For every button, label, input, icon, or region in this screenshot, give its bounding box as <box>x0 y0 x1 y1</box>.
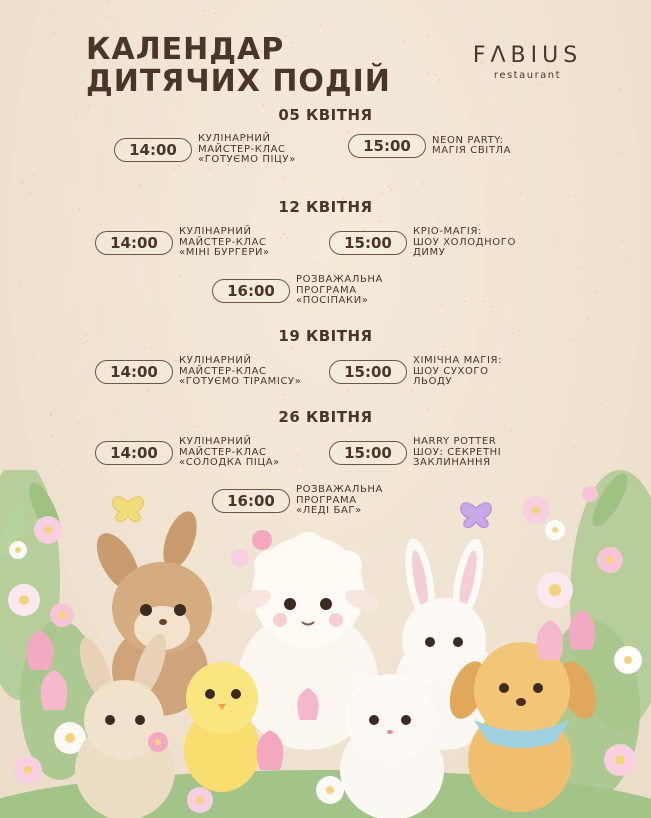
paper-speck <box>579 267 581 269</box>
date-heading: 26 КВІТНЯ <box>278 408 373 426</box>
event-item <box>114 134 296 166</box>
date-heading: 05 КВІТНЯ <box>278 106 373 124</box>
paper-speck <box>109 17 111 19</box>
paper-speck <box>297 454 299 456</box>
paper-speck <box>390 188 392 190</box>
paper-speck <box>271 258 273 260</box>
paper-speck <box>537 83 539 85</box>
paper-speck <box>411 389 413 391</box>
time-pill: 14:00 <box>95 360 173 384</box>
paper-speck <box>381 193 383 195</box>
paper-speck <box>574 195 576 197</box>
paper-speck <box>587 318 589 320</box>
paper-speck <box>22 182 24 184</box>
paper-speck <box>57 465 59 467</box>
animals-illustration <box>0 470 651 818</box>
paper-speck <box>574 445 576 447</box>
paper-speck <box>283 233 285 235</box>
event-description: КУЛІНАРНИЙ МАЙСТЕР-КЛАС «МІНІ БУРГЕРИ» <box>179 226 270 258</box>
paper-speck <box>551 13 553 15</box>
restaurant-logo <box>470 44 585 81</box>
paper-speck <box>55 76 57 78</box>
event-item <box>95 227 270 259</box>
paper-speck <box>426 35 428 37</box>
event-description: РОЗВАЖАЛЬНА ПРОГРАМА «ПОСІПАКИ» <box>296 274 383 306</box>
paper-speck <box>435 74 437 76</box>
paper-speck <box>287 237 289 239</box>
event-description: HARRY POTTER ШОУ: СЕКРЕТНІ ЗАКЛИНАННЯ <box>413 436 502 468</box>
paper-speck <box>621 241 623 243</box>
paper-speck <box>596 291 598 293</box>
time-pill: 15:00 <box>348 134 426 158</box>
paper-speck <box>19 282 21 284</box>
paper-speck <box>491 306 493 308</box>
event-item <box>329 437 501 469</box>
paper-speck <box>441 304 443 306</box>
time-pill: 15:00 <box>329 231 407 255</box>
paper-speck <box>179 275 181 277</box>
paper-speck <box>444 346 446 348</box>
paper-speck <box>148 390 150 392</box>
logo-brand: FΛBIUS <box>472 43 583 68</box>
paper-speck <box>435 131 437 133</box>
event-item <box>348 134 511 158</box>
paper-speck <box>347 131 349 133</box>
event-item <box>329 227 516 259</box>
paper-speck <box>209 168 211 170</box>
time-pill: 15:00 <box>329 360 407 384</box>
paper-speck <box>484 300 486 302</box>
paper-speck <box>33 173 35 175</box>
event-item <box>95 356 301 388</box>
paper-speck <box>426 72 428 74</box>
date-heading: 19 КВІТНЯ <box>278 327 373 345</box>
paper-speck <box>520 193 522 195</box>
flowers-left <box>0 470 100 784</box>
paper-speck <box>302 465 304 467</box>
paper-speck <box>284 177 286 179</box>
event-description: КУЛІНАРНИЙ МАЙСТЕР-КЛАС «ГОТУЄМО ТІРАМІСУ» <box>179 355 302 387</box>
paper-speck <box>284 394 286 396</box>
paper-speck <box>39 348 41 350</box>
butterfly-icon <box>461 503 492 528</box>
paper-speck <box>295 260 297 262</box>
event-description: КРІО-МАГІЯ: ШОУ ХОЛОДНОГО ДИМУ <box>413 226 516 258</box>
paper-speck <box>51 435 53 437</box>
event-description: КУЛІНАРНИЙ МАЙСТЕР-КЛАС «ГОТУЄМО ПІЦУ» <box>198 133 296 165</box>
time-pill: 16:00 <box>212 279 290 303</box>
paper-speck <box>600 404 602 406</box>
event-description: КУЛІНАРНИЙ МАЙСТЕР-КЛАС «СОЛОДКА ПІЦА» <box>179 436 280 468</box>
page-title <box>86 34 391 98</box>
paper-speck <box>106 0 108 2</box>
paper-speck <box>623 286 625 288</box>
event-description: ХІМІЧНА МАГІЯ: ШОУ СУХОГО ЛЬОДУ <box>413 355 503 387</box>
paper-speck <box>380 220 382 222</box>
butterfly-icon <box>113 497 144 522</box>
paper-speck <box>404 40 406 42</box>
paper-speck <box>204 10 206 12</box>
paper-speck <box>148 295 150 297</box>
paper-speck <box>53 32 55 34</box>
time-pill: 14:00 <box>114 138 192 162</box>
logo-subtitle: restaurant <box>493 70 562 81</box>
paper-speck <box>438 79 440 81</box>
paper-speck <box>309 194 311 196</box>
paper-speck <box>317 263 319 265</box>
event-item <box>212 275 383 307</box>
paper-speck <box>580 124 582 126</box>
paper-speck <box>15 72 17 74</box>
paper-speck <box>348 390 350 392</box>
paper-speck <box>30 193 32 195</box>
paper-speck <box>510 429 512 431</box>
paper-speck <box>556 455 558 457</box>
paper-speck <box>41 167 43 169</box>
paper-speck <box>608 455 610 457</box>
time-pill: 14:00 <box>95 441 173 465</box>
paper-speck <box>5 355 7 357</box>
paper-speck <box>119 309 121 311</box>
paper-speck <box>320 24 322 26</box>
paper-speck <box>197 426 199 428</box>
date-heading: 12 КВІТНЯ <box>278 198 373 216</box>
chick-character <box>184 662 260 792</box>
time-pill: 15:00 <box>329 441 407 465</box>
paper-speck <box>630 260 632 262</box>
paper-speck <box>388 185 390 187</box>
paper-speck <box>422 183 424 185</box>
paper-speck <box>150 347 152 349</box>
paper-speck <box>4 169 6 171</box>
time-pill: 14:00 <box>95 231 173 255</box>
event-item <box>95 437 280 469</box>
time-pill: 16:00 <box>212 489 290 513</box>
event-description: РОЗВАЖАЛЬНА ПРОГРАМА «ЛЕДІ БАГ» <box>296 484 383 516</box>
paper-speck <box>81 372 83 374</box>
paper-speck <box>359 11 361 13</box>
paper-speck <box>139 184 141 186</box>
paper-speck <box>173 168 175 170</box>
paper-speck <box>53 9 55 11</box>
paper-speck <box>55 98 57 100</box>
paper-speck <box>252 15 254 17</box>
title-line-1: КАЛЕНДАР <box>86 32 285 67</box>
event-item <box>329 356 502 388</box>
paper-speck <box>464 300 466 302</box>
paper-speck <box>292 347 294 349</box>
paper-speck <box>114 23 116 25</box>
paper-speck <box>618 152 620 154</box>
event-description: NEON PARTY: МАГІЯ СВІТЛА <box>432 134 512 156</box>
title-line-2: ДИТЯЧИХ ПОДІЙ <box>86 64 391 99</box>
paper-speck <box>214 12 216 14</box>
paper-speck <box>619 88 621 90</box>
